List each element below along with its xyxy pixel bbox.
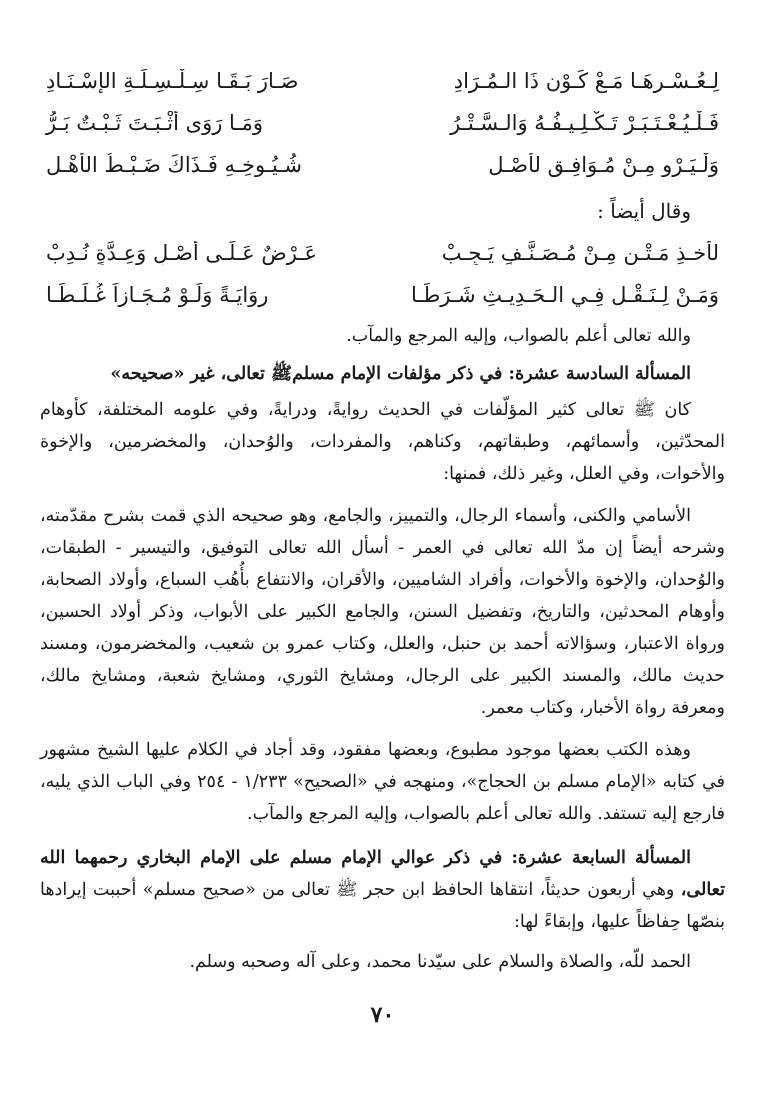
verse-second-hemistich: عَـرْضٌ عَـلَـى أَصْـلٍ وَعِـدَّةٍ نُـدِبْ [46,241,318,265]
verse-second-hemistich: وَمَـا رَوَى أَثْـبَـتَ ثَـبْـتٌ بَـرُّ [46,111,263,135]
verse-row [40,102,725,144]
verse-first-hemistich: وَمَـنْ لِـنَـقْـلٍ فِـي الـحَـدِيـثِ شَـرَطَـا [411,283,719,307]
verse-second-hemistich: شُـيُـوخِـهِ فَـذَاكَ ضَـبْـطُ الأَهْـلِ [46,153,303,177]
poem-block-2 [40,232,725,316]
verse-row [40,60,725,102]
document-page [40,60,725,1102]
paragraph: كان ﷺ تعالى كثير المؤلّفات في الحديث روايةً، ودرايةً، وفي علومه المختلفة، كأوهام المحدّثين، وأسمائهم، وطبقاتهم، وكناهم، والمفردات، والوُحدان، والمخضرمين، والإخوة والأخوات، وفي العلل، وغير ذلك، فمنها: [40,400,725,484]
closing-formula: والله تعالى أعلم بالصواب، وإليه المرجع والمآب. [346,326,691,346]
section-title-rest: تعالى، غير «صحيحه» [110,364,271,384]
section-heading-16 [40,358,725,390]
verse-first-hemistich: لِـعُـسْـرِهَـا مَـعْ كَـوْنِ ذَا الـمُـرَادِ [453,69,719,93]
section-title: المسألة السابعة عشرة: في ذكر عوالي الإمام مسلم على الإمام البخاري رحمهما الله تعالى، [40,848,725,900]
verse-row [40,144,725,186]
verse-first-hemistich: لأخـذِ مَـتْـنٍ مِـنْ مُـصَـنَّـفٍ يَـجِـبْ [441,241,719,265]
verse-second-hemistich: صَـارَ بَـقَـا سِـلْـسِـلَـةِ الإِسْـنَـادِ [46,69,299,93]
verse-first-hemistich: فَـلْـيُـعْـتَـبَـرْ تَـكْـلِـيـفُـهُ وَالـسَّـتْـرُ [450,111,719,135]
poem-intro: وقال أيضاً : [597,199,691,223]
verse-row [40,274,725,316]
page-number: ٧٠ [370,1002,395,1028]
verse-row [40,232,725,274]
honorific-glyph: ﷺ [270,364,293,384]
section-title: المسألة السادسة عشرة: في ذكر مؤلفات الإمام مسلم [292,364,691,384]
section-body: وهي أربعون حديثاً، انتقاها الحافظ ابن حجر ﷺ تعالى من «صحيح مسلم» أحببت إيرادها بنصّها حِفاظاً عليها، وإبقاءً لها: [40,880,725,932]
section-heading-17 [40,842,725,938]
poem-block-1 [40,60,725,186]
verse-first-hemistich: وَلْـيَـرْوِ مِـنْ مُـوَافِـقٍ لأَصْـلِ [488,153,719,177]
verse-second-hemistich: رِوَايَـةً وَلَـوْ مُـجَـازاً غُـلِّـطَـا [46,283,269,307]
paragraph: الأسامي والكنى، وأسماء الرجال، والتمييز، والجامع، وهو صحيحه الذي قمت بشرح مقدّمته، وشرحه أيضاً إن مدّ الله تعالى في العمر - أسأل الله تعالى التوفيق، والتيسير - الطبقات، والوُحدان، والإخوة والأخوات، وأفراد الشاميين، والأقران، والانتفاع بأُهُب السباع، وأولاد الصحابة، وأوهام المحدثين، والتاريخ، وتفضيل السنن، والجامع الكبير على الأبواب، وذكر أولاد الحسين، ورواة الاعتبار، وسؤالاته أحمد بن حنبل، والعلل، وكتاب عمرو بن شعيب، والمخضرمون، ومسند حديث مالك، والمسند الكبير على الرجال، ومشايخ الثوري، ومشايخ شعبة، ومشايخ مالك، ومعرفة رواة الأخبار، وكتاب معمر. [40,506,725,718]
paragraph: وهذه الكتب بعضها موجود مطبوع، وبعضها مفقود، وقد أجاد في الكلام عليها الشيخ مشهور في كتابه «الإمام مسلم بن الحجاج»، ومنهجه في «الصحيح» ١/٢٣٣ - ٢٥٤ وفي الباب الذي يليه، فارجع إليه تستفد. والله تعالى أعلم بالصواب، وإليه المرجع والمآب. [40,740,725,824]
paragraph: الحمد للّه، والصلاة والسلام على سيّدنا محمد، وعلى آله وصحبه وسلم. [189,952,691,972]
